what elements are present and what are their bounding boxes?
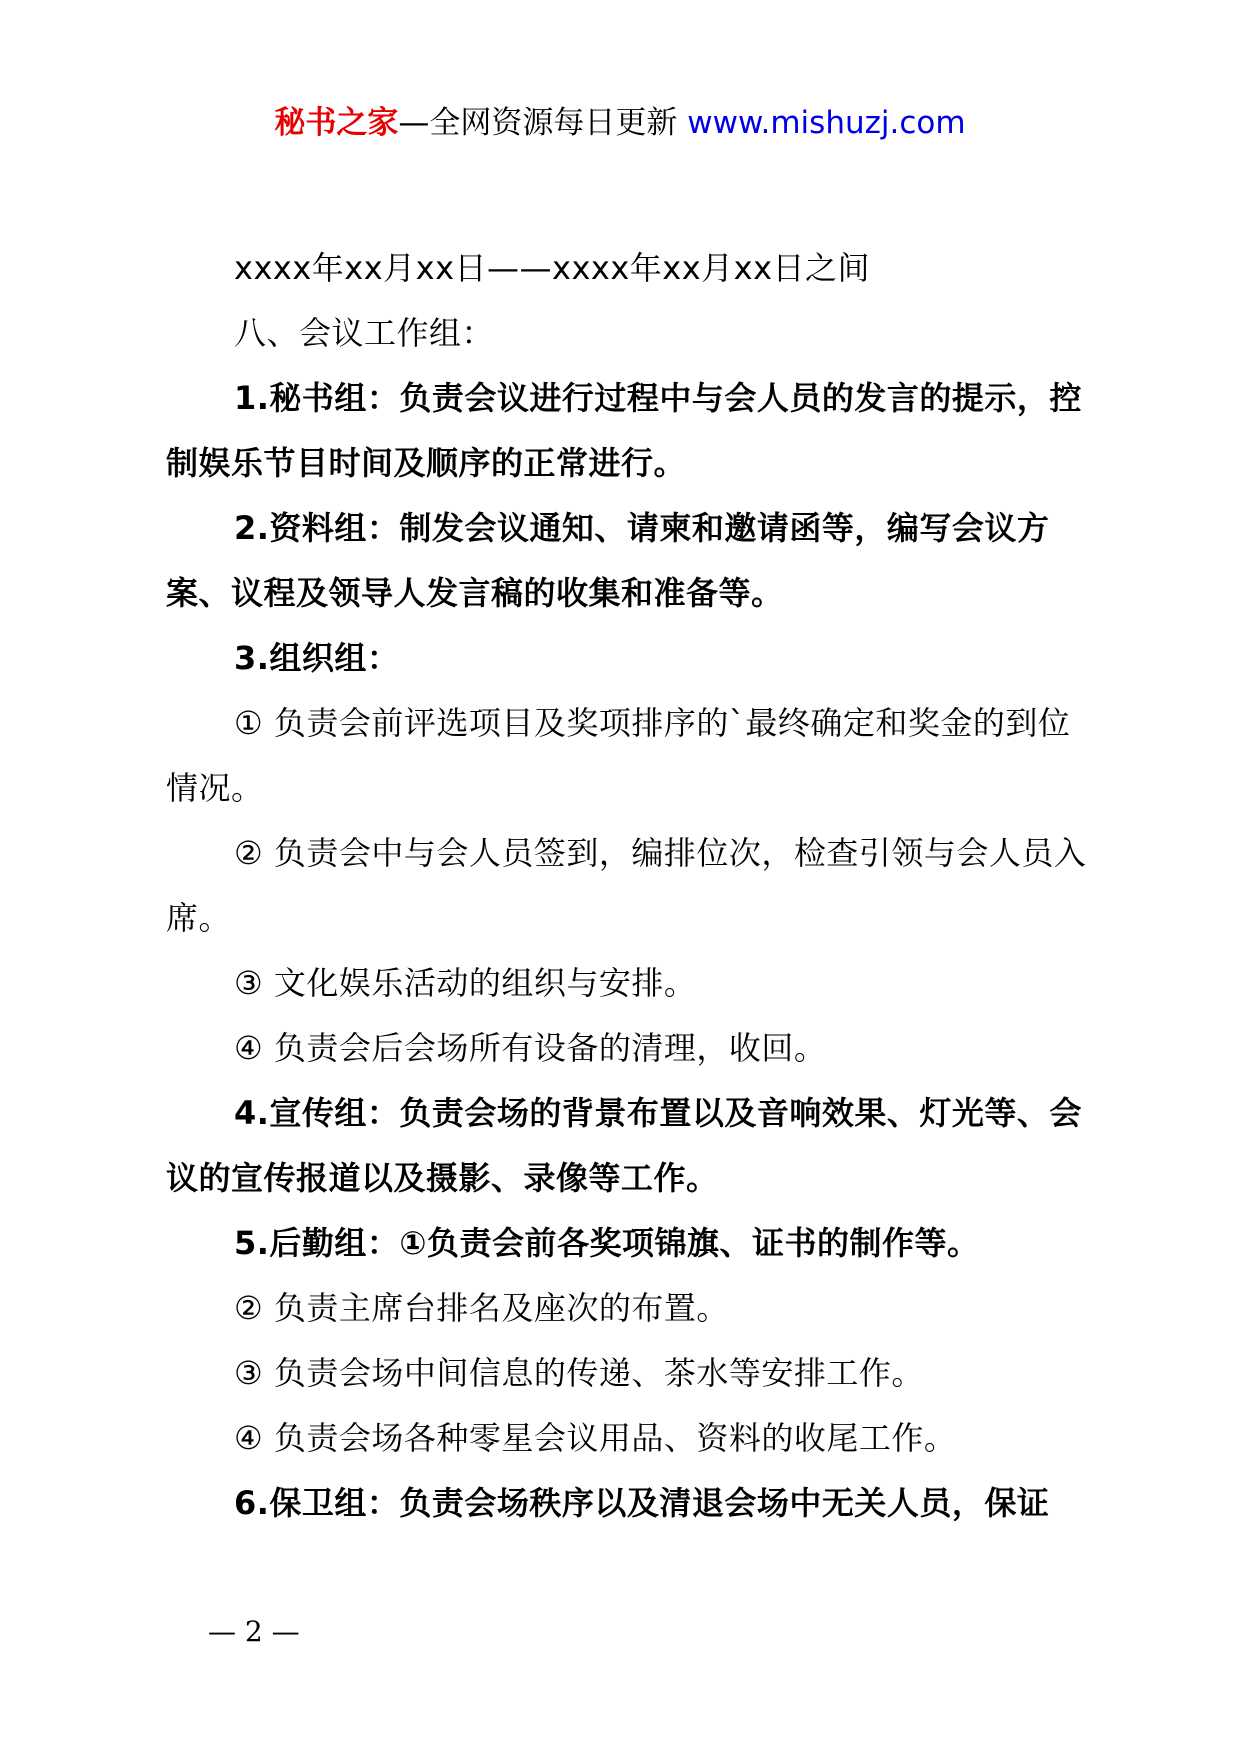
paragraph-date-range: xxxx年xx月xx日——xxxx年xx月xx日之间: [234, 249, 871, 287]
paragraph-publicity-group: 4.宣传组：负责会场的背景布置以及音响效果、灯光等、会议的宣传报道以及摄影、录像等工作。: [166, 1094, 1082, 1197]
site-tagline: —全网资源每日更新: [398, 105, 688, 141]
list-item-logistics-3: ③ 负责会场中间信息的传递、茶水等安排工作。: [234, 1354, 924, 1392]
site-brand: 秘书之家: [274, 105, 399, 141]
page-header: [0, 98, 1240, 148]
paragraph-security-group: 6.保卫组：负责会场秩序以及清退会场中无关人员，保证: [234, 1484, 1050, 1522]
site-url-link[interactable]: www.mishuzj.com: [687, 105, 966, 141]
list-item-organization-2: ② 负责会中与会人员签到，编排位次，检查引领与会人员入席。: [166, 834, 1087, 937]
page-number: — 2 —: [208, 1615, 300, 1648]
list-item-logistics-4: ④ 负责会场各种零星会议用品、资料的收尾工作。: [234, 1419, 957, 1457]
list-item-organization-4: ④ 负责会后会场所有设备的清理，收回。: [234, 1029, 827, 1067]
paragraph-materials-group: 2.资料组：制发会议通知、请柬和邀请函等，编写会议方案、议程及领导人发言稿的收集和准备等。: [166, 509, 1050, 612]
list-item-organization-3: ③ 文化娱乐活动的组织与安排。: [234, 964, 697, 1002]
paragraph-secretary-group: 1.秘书组：负责会议进行过程中与会人员的发言的提示，控制娱乐节目时间及顺序的正常进行。: [166, 379, 1082, 482]
list-item-organization-1: ① 负责会前评选项目及奖项排序的`最终确定和奖金的到位情况。: [166, 704, 1071, 807]
paragraph-logistics-group: 5.后勤组：①负责会前各奖项锦旗、证书的制作等。: [234, 1224, 980, 1262]
document-body: [166, 236, 1096, 1536]
section-heading-work-groups: 八、会议工作组：: [234, 314, 495, 352]
paragraph-organization-group: 3.组织组：: [234, 639, 400, 677]
list-item-logistics-2: ② 负责主席台排名及座次的布置。: [234, 1289, 729, 1327]
